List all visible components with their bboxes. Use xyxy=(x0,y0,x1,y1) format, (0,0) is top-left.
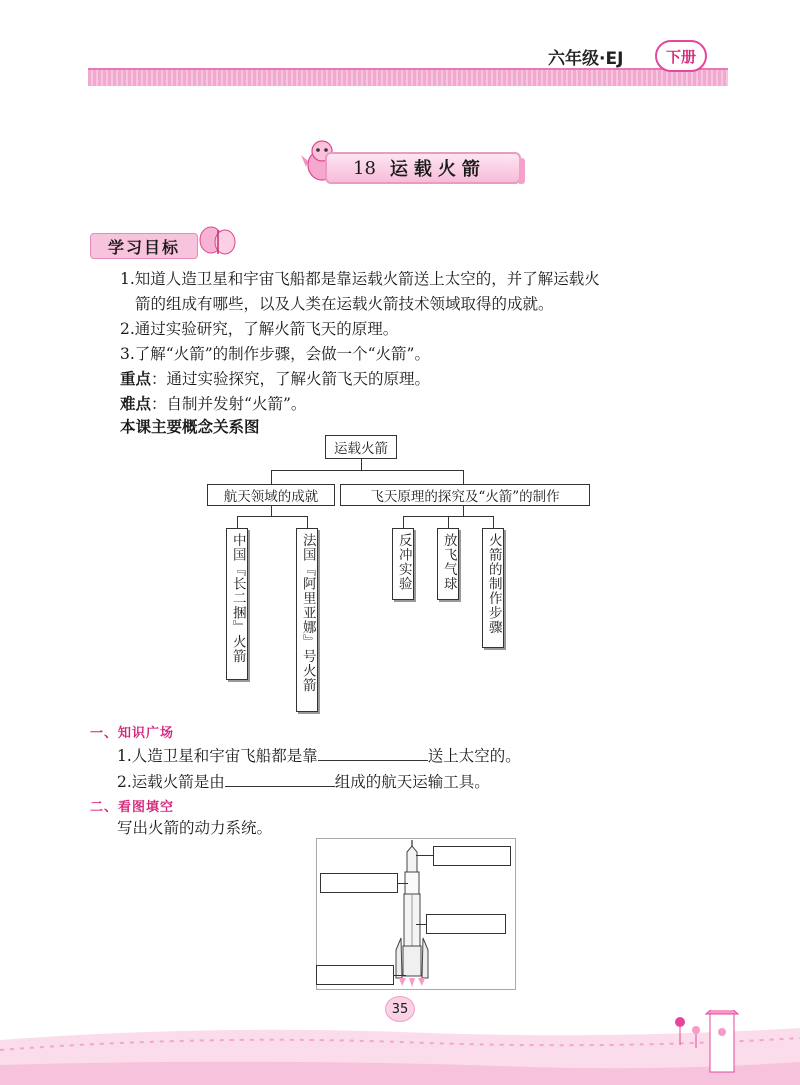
concept-leaf-rocket-steps: 火箭的制作步骤 xyxy=(482,528,504,648)
connector xyxy=(463,506,464,516)
connector xyxy=(237,516,238,528)
concept-leaf-balloon: 放飞气球 xyxy=(437,528,459,600)
label-box-upper-left[interactable] xyxy=(320,873,398,893)
difficult-point-label: 难点 xyxy=(120,395,152,413)
connector xyxy=(403,516,404,528)
connector xyxy=(448,516,449,528)
concept-branch-achievements: 航天领域的成就 xyxy=(207,484,335,506)
key-point-label: 重点 xyxy=(120,370,152,388)
key-point xyxy=(120,367,430,389)
butterfly-icon xyxy=(198,224,238,260)
leader-line xyxy=(416,855,434,856)
connector xyxy=(361,459,362,470)
concept-leaf-recoil-experiment: 反冲实验 xyxy=(392,528,414,600)
leader-line xyxy=(398,883,408,884)
connector xyxy=(307,516,308,528)
lesson-name: 运载火箭 xyxy=(389,159,486,180)
connector xyxy=(237,516,307,517)
picture-instruction: 写出火箭的动力系统。 xyxy=(117,819,273,837)
rocket-illustration-icon xyxy=(390,838,438,988)
lesson-number: 18 xyxy=(353,157,376,179)
connector xyxy=(271,470,463,471)
objective-1-line2: 箭的组成有哪些，以及人类在运载火箭技术领域取得的成就。 xyxy=(135,295,554,313)
objectives-heading: 学习目标 xyxy=(90,233,198,259)
label-box-bottom-left[interactable] xyxy=(316,965,394,985)
question-1 xyxy=(117,744,521,766)
concept-leaf-ariane-rocket: 法国『阿里亚娜』号火箭 xyxy=(296,528,318,712)
header-band xyxy=(88,68,728,86)
volume-badge: 下册 xyxy=(655,40,707,72)
difficult-point-text: ：自制并发射“火箭”。 xyxy=(151,395,307,413)
leader-line xyxy=(394,975,406,976)
answer-blank-1[interactable] xyxy=(318,746,428,761)
concept-map-title: 本课主要概念关系图 xyxy=(120,418,260,436)
question-1-part-b: 送上太空的。 xyxy=(427,747,521,765)
objective-3: 3.了解“火箭”的制作步骤，会做一个“火箭”。 xyxy=(120,345,430,363)
key-point-text: ：通过实验探究，了解火箭飞天的原理。 xyxy=(151,370,431,388)
label-box-middle-right[interactable] xyxy=(426,914,506,934)
question-2-part-b: 组成的航天运输工具。 xyxy=(334,773,490,791)
page-number: 35 xyxy=(385,996,415,1022)
leader-line xyxy=(416,924,426,925)
connector xyxy=(271,470,272,484)
connector xyxy=(463,470,464,484)
connector xyxy=(493,516,494,528)
concept-branch-principles: 飞天原理的探究及“火箭”的制作 xyxy=(340,484,590,506)
connector xyxy=(271,506,272,516)
answer-blank-2[interactable] xyxy=(225,772,335,787)
question-1-part-a: 1.人造卫星和宇宙飞船都是靠 xyxy=(117,747,318,765)
difficult-point xyxy=(120,392,306,414)
lesson-title xyxy=(325,152,521,184)
section-picture-heading: 二、看图填空 xyxy=(90,800,175,815)
label-box-top-right[interactable] xyxy=(433,846,511,866)
grade-label: 六年级·EJ xyxy=(548,49,624,69)
question-2-part-a: 2.运载火箭是由 xyxy=(117,773,225,791)
question-2 xyxy=(117,770,490,792)
objective-2: 2.通过实验研究，了解火箭飞天的原理。 xyxy=(120,320,399,338)
objective-1-line1: 1.知道人造卫星和宇宙飞船都是靠运载火箭送上太空的，并了解运载火 xyxy=(120,270,600,288)
concept-leaf-changer-rocket: 中国『长二捆』火箭 xyxy=(226,528,248,680)
concept-root: 运载火箭 xyxy=(325,435,397,459)
section-knowledge-heading: 一、知识广场 xyxy=(90,726,175,741)
